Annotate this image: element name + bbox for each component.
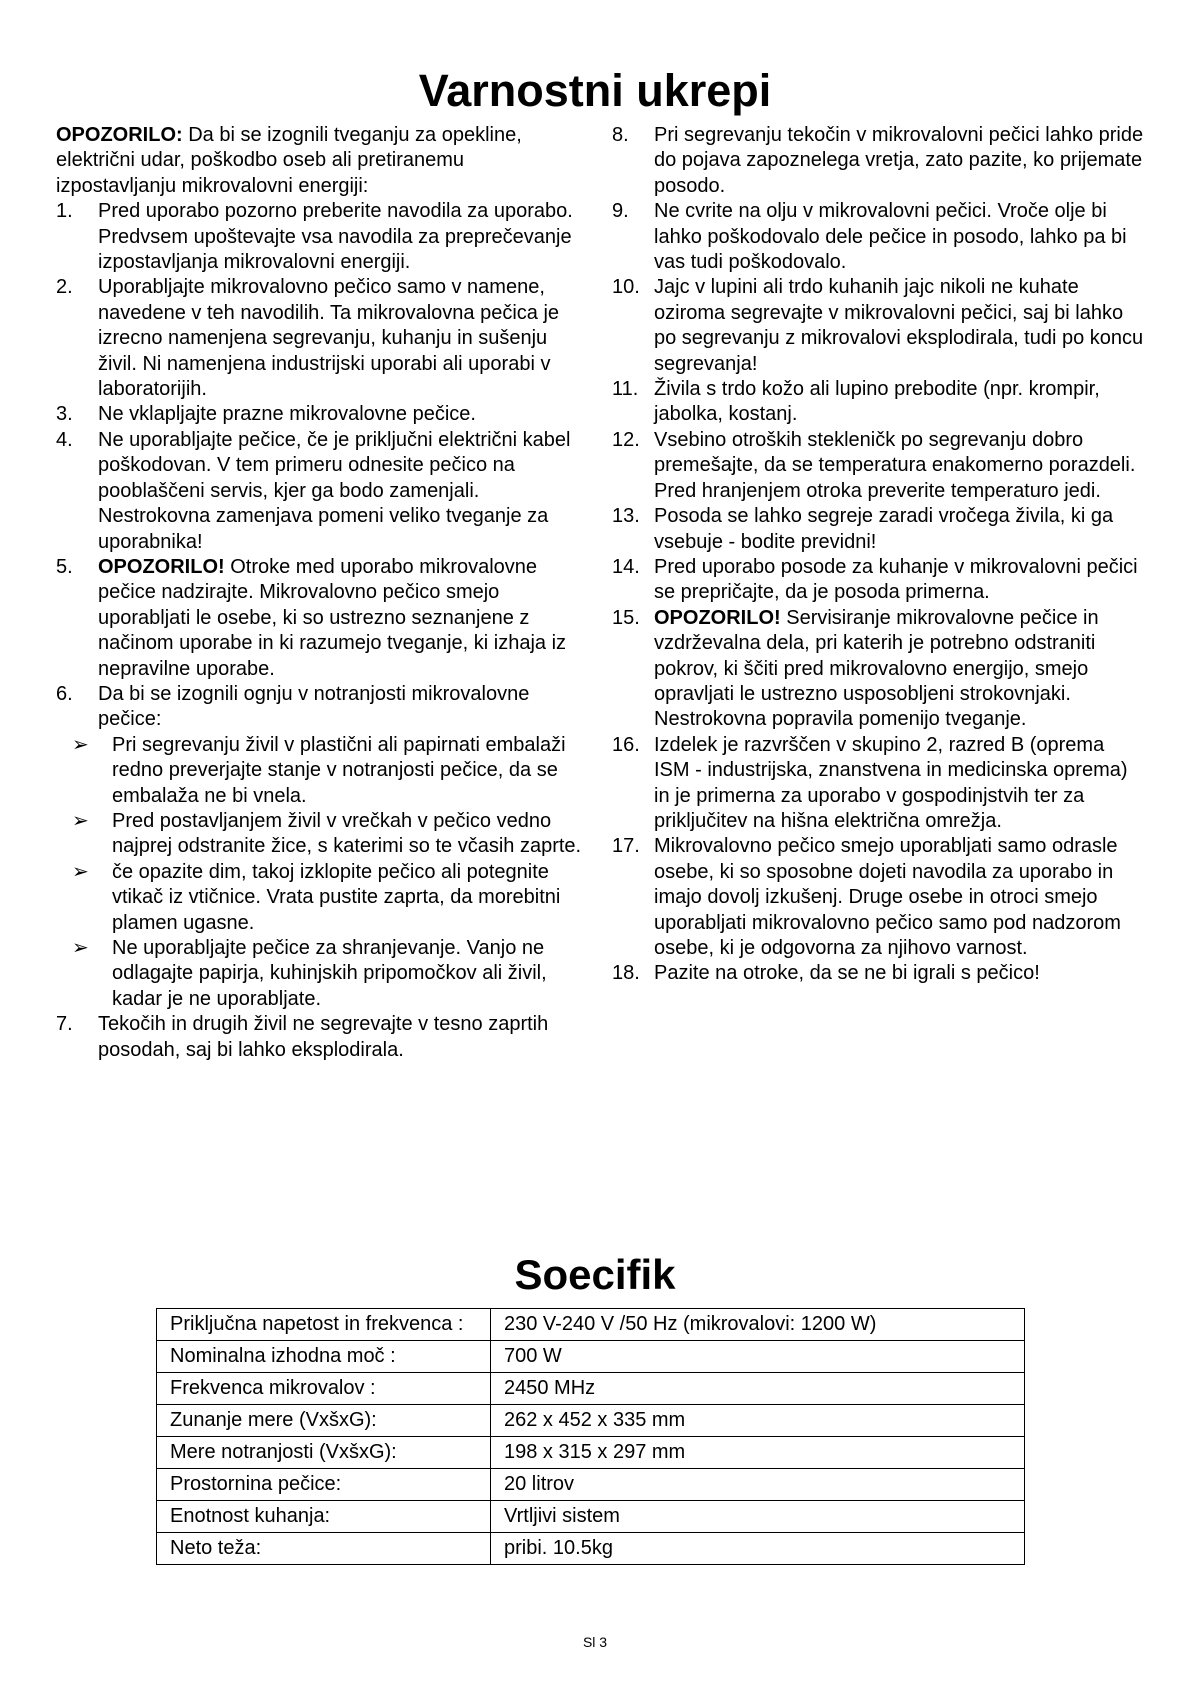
spec-label: Enotnost kuhanja: <box>157 1501 491 1533</box>
list-item <box>56 199 588 275</box>
sub-list-item <box>56 936 588 1012</box>
item-warning-label: OPOZORILO! <box>98 555 225 578</box>
arrow-bullet-icon: ➢ <box>72 937 89 959</box>
list-item <box>612 377 1144 428</box>
warning-intro <box>56 123 588 199</box>
spec-label: Neto teža: <box>157 1533 491 1565</box>
list-item <box>56 1012 588 1063</box>
list-item <box>56 402 588 427</box>
list-item <box>56 555 588 682</box>
spec-table <box>156 1308 1025 1565</box>
list-item <box>612 275 1144 377</box>
arrow-bullet-icon: ➢ <box>72 733 89 756</box>
list-item <box>56 275 588 402</box>
arrow-bullet-icon: ➢ <box>72 809 89 832</box>
item-number: 6. <box>56 682 73 705</box>
arrow-bullet-icon: ➢ <box>72 860 89 883</box>
sub-item-text: Pri segrevanju živil v plastični ali papirnati embalaži redno preverjajte stanje v notranjosti pečice, da se embalaža ne bi vnela. <box>112 733 566 807</box>
item-text: Izdelek je razvrščen v skupino 2, razred B (oprema ISM - industrijska, znanstvena in medicinska oprema) in je primerna za uporabo v gospodinjstvih ter za priključitev na hišna električna omrežja. <box>654 733 1128 832</box>
item-text: Ne uporabljajte pečice, če je priključni električni kabel poškodovan. V tem primeru odnesite pečico na pooblaščeni servis, kjer ga bodo zamenjali. Nestrokovna zamenjava pomeni veliko tveganje za uporabnika! <box>98 428 571 553</box>
spec-value: Vrtljivi sistem <box>491 1501 1025 1533</box>
list-item <box>612 428 1144 504</box>
spec-label: Frekvenca mikrovalov : <box>157 1373 491 1405</box>
item-number: 1. <box>56 200 73 223</box>
item-number: 3. <box>56 403 73 426</box>
item-number: 10. <box>612 276 640 299</box>
item-number: 18. <box>612 962 640 985</box>
spec-value: 700 W <box>491 1341 1025 1373</box>
table-row <box>157 1469 1025 1501</box>
page-number: Sl 3 <box>582 1634 608 1650</box>
spec-value: 230 V-240 V /50 Hz (mikrovalovi: 1200 W) <box>491 1309 1025 1341</box>
item-number: 16. <box>612 733 640 756</box>
spec-label: Mere notranjosti (VxšxG): <box>157 1437 491 1469</box>
spec-value: 2450 MHz <box>491 1373 1025 1405</box>
item-number: 17. <box>612 835 640 858</box>
list-item <box>56 428 588 555</box>
spec-value: 198 x 315 x 297 mm <box>491 1437 1025 1469</box>
list-item <box>56 682 588 733</box>
spec-label: Prostornina pečice: <box>157 1469 491 1501</box>
item-number: 11. <box>612 378 639 401</box>
item-text: Pazite na otroke, da se ne bi igrali s pečico! <box>654 962 1040 985</box>
list-item <box>612 504 1144 555</box>
right-column <box>612 123 1144 987</box>
sub-item-text: Pred postavljanjem živil v vrečkah v pečico vedno najprej odstranite žice, s katerimi so te včasih zaprte. <box>112 809 582 858</box>
item-number: 5. <box>56 555 73 578</box>
warning-label: OPOZORILO: <box>56 124 183 146</box>
item-number: 9. <box>612 200 629 223</box>
list-item <box>612 961 1144 986</box>
item-number: 8. <box>612 124 629 146</box>
item-text: Pred uporabo posode za kuhanje v mikrovalovni pečici se prepričajte, da je posoda primerna. <box>654 555 1138 604</box>
table-row <box>157 1437 1025 1469</box>
table-row <box>157 1533 1025 1565</box>
item-warning-label: OPOZORILO! <box>654 606 781 629</box>
sub-list-item <box>56 733 588 809</box>
sub-item-text: če opazite dim, takoj izklopite pečico ali potegnite vtikač iz vtičnice. Vrata pustite zaprta, da morebitni plamen ugasne. <box>112 860 561 934</box>
spec-label: Zunanje mere (VxšxG): <box>157 1405 491 1437</box>
item-text: Tekočih in drugih živil ne segrevajte v tesno zaprtih posodah, saj bi lahko eksplodirala. <box>98 1013 549 1061</box>
item-number: 13. <box>612 505 640 528</box>
sub-list-item <box>56 809 588 860</box>
list-item <box>612 555 1144 606</box>
table-row <box>157 1373 1025 1405</box>
list-item <box>612 199 1144 275</box>
item-number: 7. <box>56 1013 73 1036</box>
item-text: Jajc v lupini ali trdo kuhanih jajc nikoli ne kuhate oziroma segrevajte v mikrovalovni pečici, saj bi lahko po segrevanju z mikrovalovi eksplodirala, tudi po koncu segrevanja! <box>654 276 1144 375</box>
item-text: Mikrovalovno pečico smejo uporabljati samo odrasle osebe, ki so sposobne dojeti navodila za uporabo in imajo dovolj izkušenj. Druge osebe in otroci smejo uporabljati mikrovalovno pečico samo pod nadzorom osebe, ki je odgovorna za njihovo varnost. <box>654 835 1121 959</box>
item-number: 4. <box>56 428 73 451</box>
item-text: Posoda se lahko segreje zaradi vročega živila, ki ga vsebuje - bodite previdni! <box>654 505 1114 553</box>
table-row <box>157 1341 1025 1373</box>
spec-value: pribi. 10.5kg <box>491 1533 1025 1565</box>
item-text: Pri segrevanju tekočin v mikrovalovni pečici lahko pride do pojava zapoznelega vretja, zato pazite, ko prijemate posodo. <box>654 124 1144 197</box>
spec-value: 262 x 452 x 335 mm <box>491 1405 1025 1437</box>
table-row <box>157 1501 1025 1533</box>
item-text: Otroke med uporabo mikrovalovne pečice nadzirajte. Mikrovalovno pečico smejo uporabljati le osebe, ki so ustrezno seznanjene z načinom uporabe in ki razumejo tveganje, ki izhaja iz nepravilne uporabe. <box>98 555 567 680</box>
item-text: Vsebino otroških stekleničk po segrevanju dobro premešajte, da se temperatura enakomerno porazdeli. Pred hranjenjem otroka preverite temperaturo jedi. <box>654 428 1136 502</box>
warning-text: Da bi se izognili tveganju za opekline, električni udar, poškodbo oseb ali pretiranemu izpostavljanju mikrovalovni energiji: <box>56 124 522 197</box>
list-item <box>612 733 1144 835</box>
item-text: Pred uporabo pozorno preberite navodila za uporabo. Predvsem upoštevajte vsa navodila za preprečevanje izpostavljanja mikrovalovni energiji. <box>98 200 573 274</box>
spec-label: Priključna napetost in frekvenca : <box>157 1309 491 1341</box>
item-text: Da bi se izognili ognju v notranjosti mikrovalovne pečice: <box>98 682 530 731</box>
left-column <box>56 123 588 1063</box>
sub-item-text: Ne uporabljajte pečice za shranjevanje. Vanjo ne odlagajte papirja, kuhinjskih pripomočkov ali živil, kadar je ne uporabljate. <box>112 937 547 1010</box>
item-number: 15. <box>612 606 640 629</box>
list-item <box>612 123 1144 199</box>
item-text: Servisiranje mikrovalovne pečice in vzdrževalna dela, pri katerih je potrebno odstraniti pokrov, ki ščiti pred mikrovalovno energijo, smejo opravljati le ustrezno usposobljeni strokovnjaki. Nestrokovna popravila pomenijo tveganje. <box>654 606 1099 731</box>
item-text: Ne vklapljajte prazne mikrovalovne pečice. <box>98 403 476 426</box>
item-text: Živila s trdo kožo ali lupino prebodite (npr. krompir, jabolka, kostanj. <box>654 378 1100 426</box>
table-row <box>157 1405 1025 1437</box>
list-item <box>612 606 1144 733</box>
sub-list-item <box>56 860 588 936</box>
spec-value: 20 litrov <box>491 1469 1025 1501</box>
item-number: 2. <box>56 276 73 299</box>
item-number: 14. <box>612 555 640 578</box>
table-row <box>157 1309 1025 1341</box>
spec-title: Soecifik <box>514 1251 676 1298</box>
spec-label: Nominalna izhodna moč : <box>157 1341 491 1373</box>
item-number: 12. <box>612 428 640 451</box>
page-title: Varnostni ukrepi <box>418 65 772 116</box>
list-item <box>612 834 1144 961</box>
item-text: Uporabljajte mikrovalovno pečico samo v namene, navedene v teh navodilih. Ta mikrovalovna pečica je izrecno namenjena segrevanju, kuhanju in sušenju živil. Ni namenjena industrijski uporabi ali uporabi v laboratorijih. <box>98 276 560 401</box>
item-text: Ne cvrite na olju v mikrovalovni pečici. Vroče olje bi lahko poškodovalo dele pečice in posodo, lahko pa bi vas tudi poškodovalo. <box>654 200 1127 274</box>
